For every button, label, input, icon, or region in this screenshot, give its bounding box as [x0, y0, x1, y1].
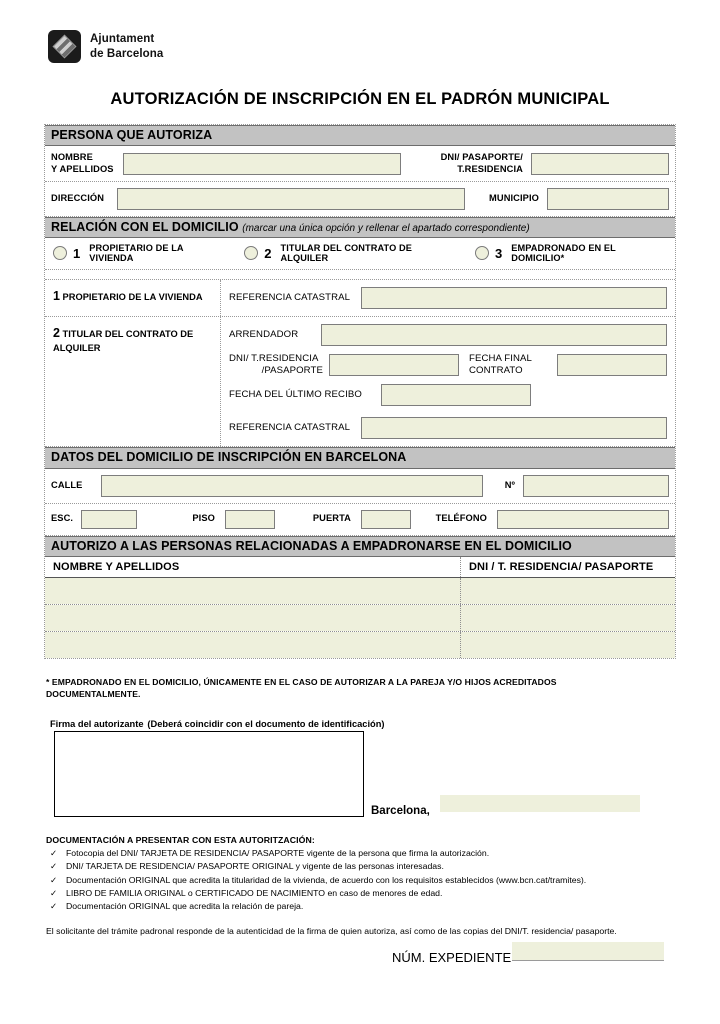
list-item — [46, 900, 666, 913]
documentation-items — [46, 847, 666, 913]
section-header-persons — [45, 536, 675, 557]
section-header-persons-label: AUTORIZO A LAS PERSONAS RELACIONADAS A EMPADRONARSE EN EL DOMICILIO — [51, 538, 572, 553]
brand-header — [48, 30, 163, 63]
section-header-domicile-label: DATOS DEL DOMICILIO DE INSCRIPCIÓN EN BARCELONA — [51, 450, 407, 465]
option-2-number: 2 — [264, 245, 272, 261]
person-id-input[interactable] — [461, 632, 675, 658]
check-mark-icon: ✓ — [50, 901, 58, 912]
radio-option-3[interactable] — [475, 246, 489, 260]
owner-block-title — [45, 280, 221, 316]
form-body — [44, 124, 676, 659]
check-mark-icon: ✓ — [50, 848, 58, 859]
street-input[interactable] — [101, 475, 483, 497]
list-item-label: DNI/ TARJETA DE RESIDENCIA/ PASAPORTE ORIGINAL y vigente de las personas interesadas. — [66, 861, 444, 872]
domicile-detail-row — [45, 504, 675, 536]
column-header-id: DNI / T. RESIDENCIA/ PASAPORTE — [469, 560, 654, 573]
person-id-input[interactable] — [461, 605, 675, 631]
persons-table-header — [45, 557, 675, 578]
stair-input[interactable] — [81, 510, 137, 529]
street-label: CALLE — [51, 479, 83, 490]
contract-end-label-line-1: FECHA FINAL — [469, 353, 532, 365]
person-id-input[interactable] — [461, 578, 675, 604]
floor-label: PISO — [192, 513, 215, 524]
floor-input[interactable] — [225, 510, 275, 529]
section-header-relation-hint: (marcar una única opción y rellenar el apartado correspondiente) — [242, 222, 530, 234]
documentation-list — [46, 834, 666, 913]
table-row — [45, 578, 675, 605]
table-row — [45, 632, 675, 658]
phone-label: TELÉFONO — [435, 513, 487, 524]
signature-box[interactable] — [54, 731, 364, 817]
city-date-input[interactable] — [440, 795, 640, 812]
option-3-number: 3 — [495, 245, 503, 261]
last-receipt-label: FECHA DEL ÚLTIMO RECIBO — [229, 389, 362, 401]
owner-cadastral-label: REFERENCIA CATASTRAL — [229, 292, 351, 304]
person-name-input[interactable] — [45, 605, 461, 631]
dni-input[interactable] — [531, 153, 669, 175]
door-label: PUERTA — [312, 513, 351, 524]
tenant-title-line-2: ALQUILER — [53, 343, 101, 354]
authorizer-name-row — [45, 146, 675, 181]
tenant-dni-label-line-2: /PASAPORTE — [261, 365, 323, 377]
list-item — [46, 874, 666, 887]
relation-spacer — [45, 270, 675, 280]
name-label-line-1: NOMBRE — [51, 152, 93, 163]
check-mark-icon: ✓ — [50, 887, 58, 898]
list-item — [46, 847, 666, 860]
brand-line-2: de Barcelona — [90, 47, 164, 60]
barcelona-coat-of-arms-icon — [48, 30, 81, 63]
signature-title-hint: (Deberá coincidir con el documento de identificación) — [147, 719, 385, 729]
dni-label-line-1: DNI/ PASAPORTE/ — [440, 152, 523, 163]
file-number-label: NÚM. EXPEDIENTE — [392, 950, 512, 965]
option-3-label[interactable]: EMPADRONADO EN EL DOMICILIO* — [511, 243, 616, 264]
tenant-cadastral-input[interactable] — [361, 417, 667, 439]
list-item — [46, 887, 666, 900]
footnote-line-1: * EMPADRONADO EN EL DOMICILIO, ÚNICAMENTE EN EL CASO DE AUTORIZAR A LA PAREJA Y/O HIJOS ACREDITADOS — [46, 677, 557, 687]
documentation-title: DOCUMENTACIÓN A PRESENTAR CON ESTA AUTORITZACIÓN: — [46, 835, 315, 845]
street-number-label: Nº — [504, 479, 515, 490]
tenant-block-title — [45, 317, 221, 446]
signature-title-text: Firma del autorizante — [50, 719, 144, 729]
disclaimer-text: El solicitante del trámite padronal responde de la autenticidad de la firma de quien autoriza, así como de las copias del DNI/T. residencia/ pasaporte. — [46, 926, 617, 936]
dni-label — [401, 152, 531, 174]
person-name-input[interactable] — [45, 632, 461, 658]
section-header-relation — [45, 217, 675, 239]
city-label: Barcelona, — [371, 805, 430, 817]
radio-option-1[interactable] — [53, 246, 67, 260]
section-header-authorizer — [45, 125, 675, 146]
name-input[interactable] — [123, 153, 401, 175]
owner-block — [45, 280, 675, 317]
check-mark-icon: ✓ — [50, 861, 58, 872]
file-number-input[interactable] — [512, 942, 664, 961]
check-mark-icon: ✓ — [50, 874, 58, 885]
tenant-dni-input[interactable] — [329, 354, 459, 376]
column-header-name: NOMBRE Y APELLIDOS — [45, 557, 461, 577]
option-2-label[interactable]: TITULAR DEL CONTRATO DE ALQUILER — [280, 243, 412, 264]
authorizer-address-row — [45, 182, 675, 217]
list-item-label: Documentación ORIGINAL que acredita la titularidad de la vivienda, de acuerdo con los requisitos establecidos (www.bcn.cat/tramites). — [66, 874, 587, 885]
address-label: DIRECCIÓN — [51, 193, 105, 204]
brand-name — [90, 32, 163, 61]
contract-end-label — [469, 353, 557, 377]
dni-label-line-2: T.RESIDENCIA — [457, 163, 523, 174]
address-input[interactable] — [117, 188, 465, 210]
section-header-domicile — [45, 447, 675, 468]
contract-end-input[interactable] — [557, 354, 667, 376]
landlord-input[interactable] — [321, 324, 667, 346]
option-1-number: 1 — [73, 245, 81, 261]
landlord-label: ARRENDADOR — [229, 329, 299, 341]
list-item-label: Documentación ORIGINAL que acredita la relación de pareja. — [66, 901, 304, 912]
tenant-title-line-1: TITULAR DEL CONTRATO DE — [62, 329, 194, 340]
section-header-authorizer-label: PERSONA QUE AUTORIZA — [51, 128, 213, 142]
tenant-dni-label-line-1: DNI/ T.RESIDENCIA — [229, 353, 319, 365]
owner-title: PROPIETARIO DE LA VIVIENDA — [62, 292, 203, 303]
owner-block-fields — [221, 280, 675, 316]
radio-option-2[interactable] — [244, 246, 258, 260]
tenant-dni-label — [229, 353, 323, 377]
tenant-block — [45, 317, 675, 447]
name-label — [51, 152, 123, 174]
relation-options — [45, 238, 675, 270]
last-receipt-input[interactable] — [381, 384, 531, 406]
shield-icon — [52, 34, 76, 58]
phone-input[interactable] — [497, 510, 669, 529]
brand-line-1: Ajuntament — [90, 33, 155, 46]
footnote-line-2: DOCUMENTALMENTE. — [46, 689, 141, 700]
footnote — [46, 676, 666, 701]
owner-number: 1 — [53, 289, 60, 304]
owner-cadastral-input[interactable] — [361, 287, 667, 309]
tenant-cadastral-label: REFERENCIA CATASTRAL — [229, 422, 351, 434]
page-title: AUTORIZACIÓN DE INSCRIPCIÓN EN EL PADRÓN MUNICIPAL — [110, 90, 610, 108]
domicile-street-row — [45, 469, 675, 504]
list-item — [46, 860, 666, 873]
list-item-label: LIBRO DE FAMILIA ORIGINAL o CERTIFICADO DE NACIMIENTO en caso de menores de edad. — [66, 887, 443, 898]
tenant-number: 2 — [53, 326, 60, 341]
name-label-line-2: Y APELLIDOS — [51, 163, 114, 174]
municipality-label: MUNICIPIO — [489, 193, 539, 204]
contract-end-label-line-2: CONTRATO — [469, 365, 523, 377]
table-row — [45, 605, 675, 632]
person-name-input[interactable] — [45, 578, 461, 604]
municipality-input[interactable] — [547, 188, 669, 210]
option-1-label[interactable]: PROPIETARIO DE LA VIVIENDA — [89, 243, 184, 264]
tenant-block-fields — [221, 317, 675, 446]
stair-label: ESC. — [51, 513, 74, 524]
door-input[interactable] — [361, 510, 411, 529]
list-item-label: Fotocopia del DNI/ TARJETA DE RESIDENCIA/ PASAPORTE vigente de la persona que firma la autorización. — [66, 848, 490, 859]
signature-title — [50, 714, 385, 730]
street-number-input[interactable] — [523, 475, 669, 497]
section-header-relation-label: RELACIÓN CON EL DOMICILIO — [51, 219, 239, 234]
